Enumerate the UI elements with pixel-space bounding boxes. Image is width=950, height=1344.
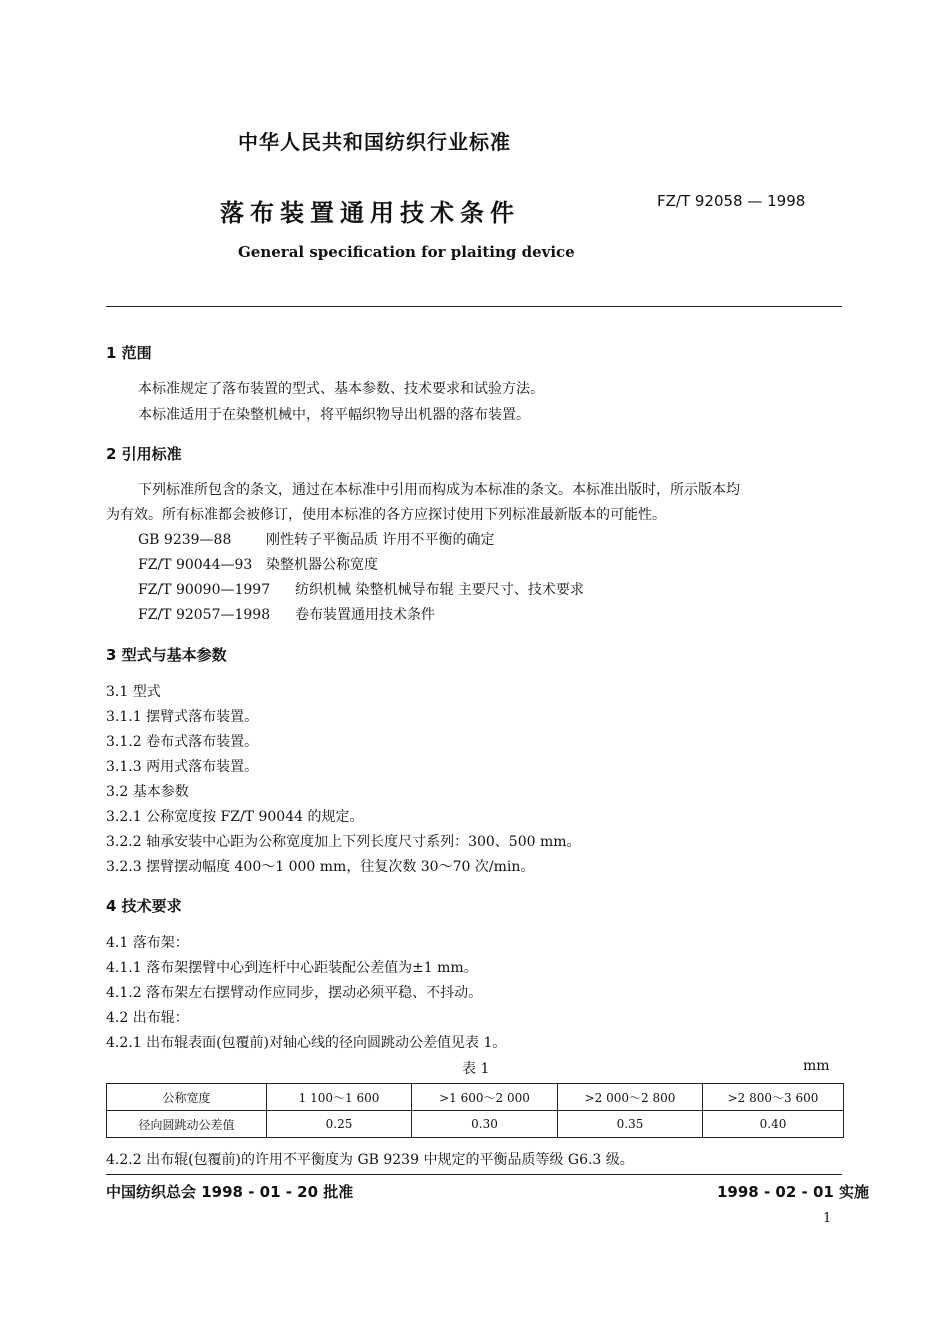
clause-3-2-3: 3.2.3 摆臂摆动幅度 400～1 000 mm，往复次数 30～70 次/min。	[106, 859, 535, 875]
reference-code: FZ/T 90044—93	[138, 557, 253, 573]
clause-4-2-2: 4.2.2 出布辊(包覆前)的许用不平衡度为 GB 9239 中规定的平衡品质等级 G6.3 级。	[106, 1152, 634, 1168]
table-cell: >2 800～3 600	[703, 1084, 844, 1111]
reference-title: 卷布装置通用技术条件	[295, 607, 435, 623]
reference-item	[138, 604, 435, 624]
issuing-body: 中华人民共和国纺织行业标准	[238, 130, 511, 154]
clause-4-1-2: 4.1.2 落布架左右摆臂动作应同步，摆动必须平稳、不抖动。	[106, 985, 483, 1001]
table-unit: mm	[803, 1058, 830, 1074]
section-2-para-line-1: 下列标准所包含的条文，通过在本标准中引用而构成为本标准的条文。本标准出版时，所示版本均	[138, 482, 740, 498]
clause-3-2: 3.2 基本参数	[106, 784, 189, 800]
header-divider	[106, 306, 842, 307]
reference-item	[138, 529, 494, 549]
table-cell: 0.35	[558, 1111, 703, 1138]
table-header-cell: 径向圆跳动公差值	[107, 1111, 267, 1138]
section-3-heading: 3 型式与基本参数	[106, 646, 227, 664]
footer-divider	[106, 1174, 842, 1175]
table-cell: 1 100～1 600	[267, 1084, 412, 1111]
clause-3-1-2: 3.1.2 卷布式落布装置。	[106, 734, 259, 750]
section-1-para-1: 本标准规定了落布装置的型式、基本参数、技术要求和试验方法。	[138, 381, 544, 397]
table-cell: >2 000～2 800	[558, 1084, 703, 1111]
document-title: 落布装置通用技术条件	[220, 199, 520, 227]
table-cell: >1 600～2 000	[412, 1084, 558, 1111]
reference-item	[138, 554, 378, 574]
clause-4-1-1: 4.1.1 落布架摆臂中心到连杆中心距装配公差值为±1 mm。	[106, 960, 478, 976]
reference-code: FZ/T 90090—1997	[138, 582, 271, 598]
standard-code: FZ/T 92058 — 1998	[657, 192, 806, 210]
clause-3-2-2: 3.2.2 轴承安装中心距为公称宽度加上下列长度尺寸系列：300、500 mm。	[106, 834, 581, 850]
table-caption: 表 1	[462, 1061, 490, 1077]
reference-code: FZ/T 92057—1998	[138, 607, 271, 623]
table-cell: 0.30	[412, 1111, 558, 1138]
section-2-para-line-2: 为有效。所有标准都会被修订，使用本标准的各方应探讨使用下列标准最新版本的可能性。	[106, 507, 666, 523]
table-header-cell: 公称宽度	[107, 1084, 267, 1111]
clause-4-1: 4.1 落布架：	[106, 935, 189, 951]
section-4-heading: 4 技术要求	[106, 897, 182, 915]
table-1	[106, 1083, 844, 1138]
page-number: 1	[823, 1211, 832, 1226]
english-title: General specification for plaiting device	[238, 243, 575, 261]
table-row	[107, 1084, 844, 1111]
table-cell: 0.25	[267, 1111, 412, 1138]
clause-3-1-3: 3.1.3 两用式落布装置。	[106, 759, 259, 775]
table-row	[107, 1111, 844, 1138]
effective-date: 1998 - 02 - 01 实施	[717, 1183, 870, 1201]
reference-title: 纺织机械 染整机械导布辊 主要尺寸、技术要求	[295, 582, 584, 598]
clause-4-2: 4.2 出布辊：	[106, 1010, 189, 1026]
section-1-para-2: 本标准适用于在染整机械中，将平幅织物导出机器的落布装置。	[138, 407, 530, 423]
clause-3-1: 3.1 型式	[106, 684, 161, 700]
reference-code: GB 9239—88	[138, 532, 232, 548]
table-cell: 0.40	[703, 1111, 844, 1138]
reference-title: 刚性转子平衡品质 许用不平衡的确定	[266, 532, 495, 548]
approval-date: 中国纺织总会 1998 - 01 - 20 批准	[106, 1183, 354, 1201]
section-2-heading: 2 引用标准	[106, 445, 182, 463]
clause-3-1-1: 3.1.1 摆臂式落布装置。	[106, 709, 259, 725]
clause-4-2-1: 4.2.1 出布辊表面(包覆前)对轴心线的径向圆跳动公差值见表 1。	[106, 1035, 507, 1051]
reference-item	[138, 579, 584, 599]
section-1-heading: 1 范围	[106, 344, 152, 362]
clause-3-2-1: 3.2.1 公称宽度按 FZ/T 90044 的规定。	[106, 809, 364, 825]
reference-title: 染整机器公称宽度	[266, 557, 378, 573]
